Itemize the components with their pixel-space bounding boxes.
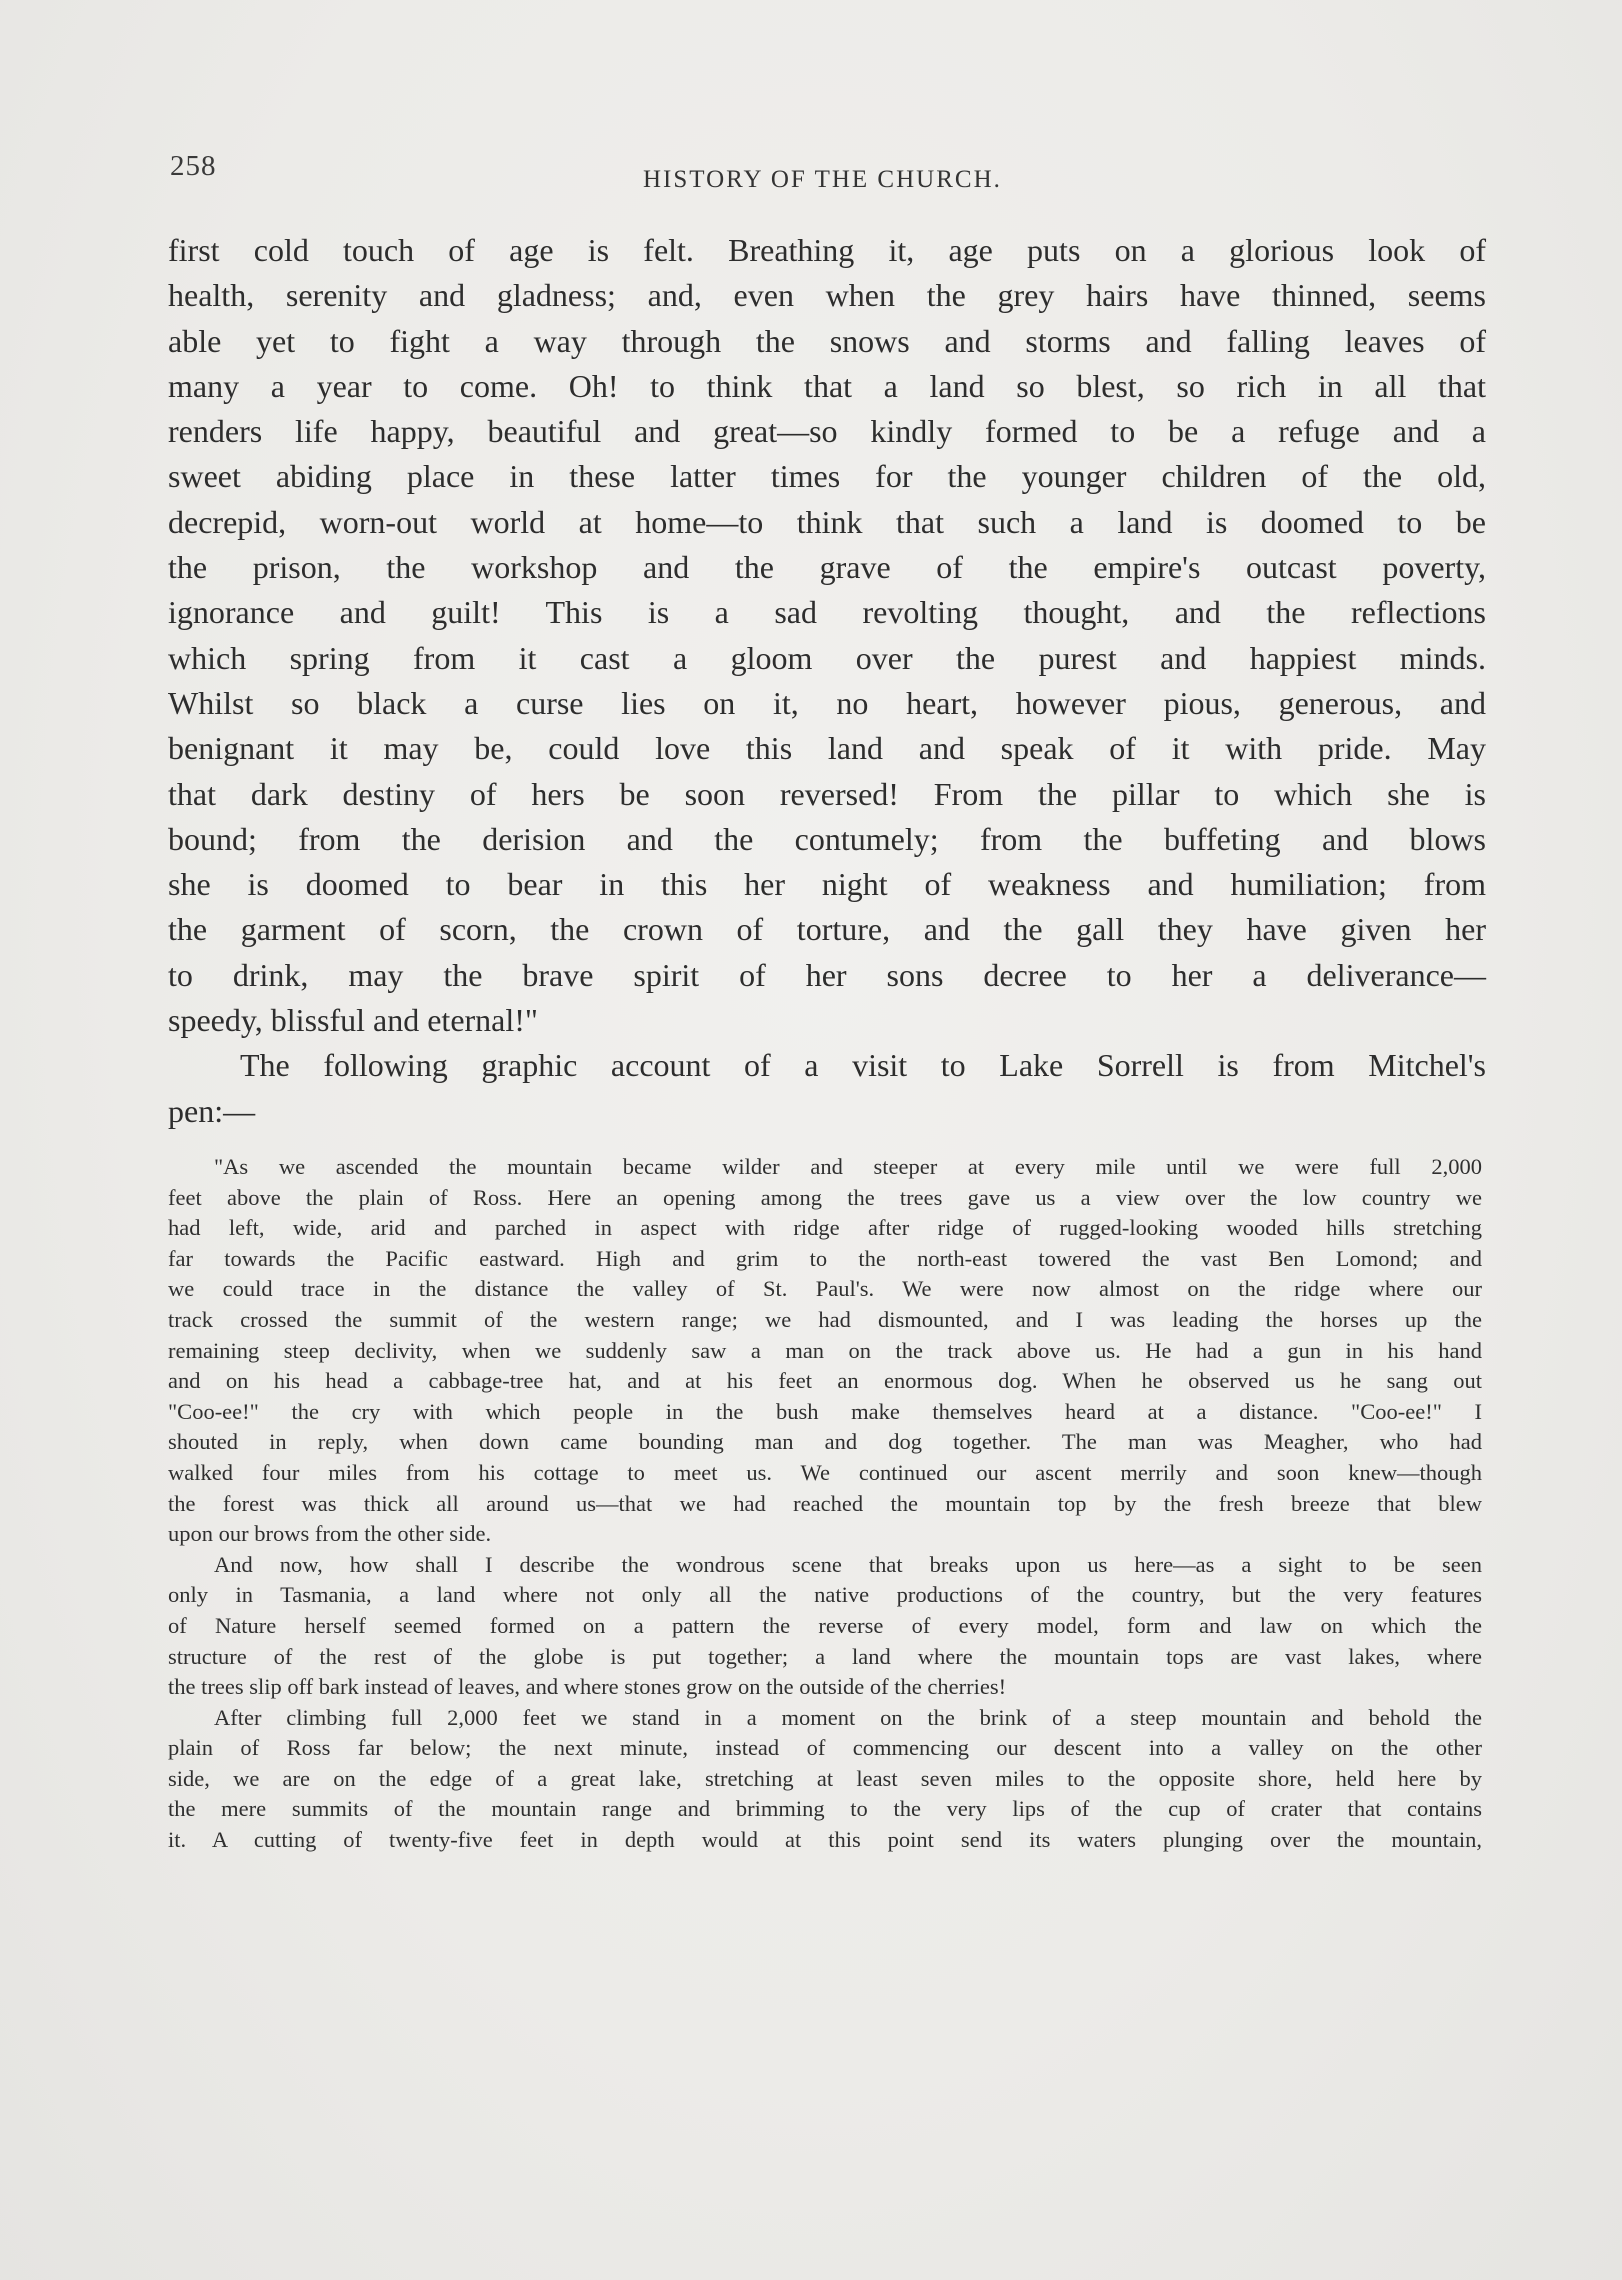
quote-line: we could trace in the distance the valley of St. Paul's. We were now almost on the ridge where our (168, 1276, 1482, 1302)
quote-line: the forest was thick all around us—that we had reached the mountain top by the fresh breeze that blew (168, 1490, 1482, 1516)
quote-line: side, we are on the edge of a great lake, stretching at least seven miles to the opposite shore, held here by (168, 1765, 1482, 1791)
text-line: The following graphic account of a visit to Lake Sorrell is from Mitchel's (240, 1047, 1486, 1084)
quote-line: the trees slip off bark instead of leaves, and where stones grow on the outside of the cherries! (168, 1674, 1007, 1700)
text-line: that dark destiny of hers be soon reversed! From the pillar to which she is (168, 775, 1486, 812)
quote-line: only in Tasmania, a land where not only all the native productions of the country, but the very features (168, 1582, 1482, 1608)
text-line: she is doomed to bear in this her night of weakness and humiliation; from (168, 866, 1486, 903)
quote-line: "Coo-ee!" the cry with which people in the bush make themselves heard at a distance. "Coo-ee!" I (168, 1398, 1482, 1424)
quote-line: upon our brows from the other side. (168, 1521, 492, 1547)
quote-line: far towards the Pacific eastward. High and grim to the north-east towered the vast Ben Lomond; and (168, 1245, 1482, 1271)
quote-line: "As we ascended the mountain became wilder and steeper at every mile until we were full 2,000 (214, 1154, 1482, 1179)
quoted-passage (168, 1152, 1482, 1856)
text-line: speedy, blissful and eternal!" (168, 1002, 538, 1039)
running-title: HISTORY OF THE CHURCH. (643, 166, 1002, 193)
quote-line: and on his head a cabbage-tree hat, and at his feet an enormous dog. When he observed us he sang out (168, 1368, 1482, 1394)
text-line: health, serenity and gladness; and, even when the grey hairs have thinned, seems (168, 277, 1486, 314)
text-line: pen:— (168, 1092, 256, 1129)
quote-line: plain of Ross far below; the next minute, instead of commencing our descent into a valley on the other (168, 1735, 1482, 1761)
quote-line: walked four miles from his cottage to meet us. We continued our ascent merrily and soon knew—though (168, 1459, 1482, 1485)
text-line: bound; from the derision and the contumely; from the buffeting and blows (168, 820, 1486, 857)
text-line: able yet to fight a way through the snows and storms and falling leaves of (168, 322, 1486, 359)
text-line: renders life happy, beautiful and great—so kindly formed to be a refuge and a (168, 413, 1486, 450)
page-number: 258 (170, 150, 217, 182)
text-line: the prison, the workshop and the grave of the empire's outcast poverty, (168, 549, 1486, 586)
text-line: Whilst so black a curse lies on it, no heart, however pious, generous, and (168, 684, 1486, 721)
quote-line: feet above the plain of Ross. Here an opening among the trees gave us a view over the low country we (168, 1184, 1482, 1210)
quote-line: of Nature herself seemed formed on a pattern the reverse of every model, form and law on which the (168, 1612, 1482, 1638)
text-line: decrepid, worn-out world at home—to think that such a land is doomed to be (168, 503, 1486, 540)
text-line: the garment of scorn, the crown of torture, and the gall they have given her (168, 911, 1486, 948)
quote-line: remaining steep declivity, when we suddenly saw a man on the track above us. He had a gun in his hand (168, 1337, 1482, 1363)
quote-line: it. A cutting of twenty-five feet in depth would at this point send its waters plunging over the mountain, (168, 1827, 1482, 1853)
text-line: many a year to come. Oh! to think that a land so blest, so rich in all that (168, 367, 1486, 404)
text-line: ignorance and guilt! This is a sad revolting thought, and the reflections (168, 594, 1486, 631)
quote-line: shouted in reply, when down came bounding man and dog together. The man was Meagher, who had (168, 1429, 1482, 1455)
quote-line: had left, wide, arid and parched in aspect with ridge after ridge of rugged-looking wooded hills stretching (168, 1215, 1482, 1241)
text-line: first cold touch of age is felt. Breathing it, age puts on a glorious look of (168, 232, 1486, 268)
text-line: sweet abiding place in these latter times for the younger children of the old, (168, 458, 1486, 495)
text-line: benignant it may be, could love this land and speak of it with pride. May (168, 730, 1486, 767)
quote-line: the mere summits of the mountain range and brimming to the very lips of the cup of crater that contains (168, 1796, 1482, 1822)
text-line: to drink, may the brave spirit of her sons decree to her a deliverance— (168, 956, 1486, 993)
main-text-block (168, 228, 1486, 1134)
quote-line: structure of the rest of the globe is put together; a land where the mountain tops are vast lakes, where (168, 1643, 1482, 1669)
quote-line: And now, how shall I describe the wondrous scene that breaks upon us here—as a sight to be seen (214, 1551, 1482, 1577)
quote-line: track crossed the summit of the western range; we had dismounted, and I was leading the horses up the (168, 1306, 1482, 1332)
text-line: which spring from it cast a gloom over the purest and happiest minds. (168, 639, 1486, 676)
quote-line: After climbing full 2,000 feet we stand in a moment on the brink of a steep mountain and behold the (214, 1704, 1482, 1730)
